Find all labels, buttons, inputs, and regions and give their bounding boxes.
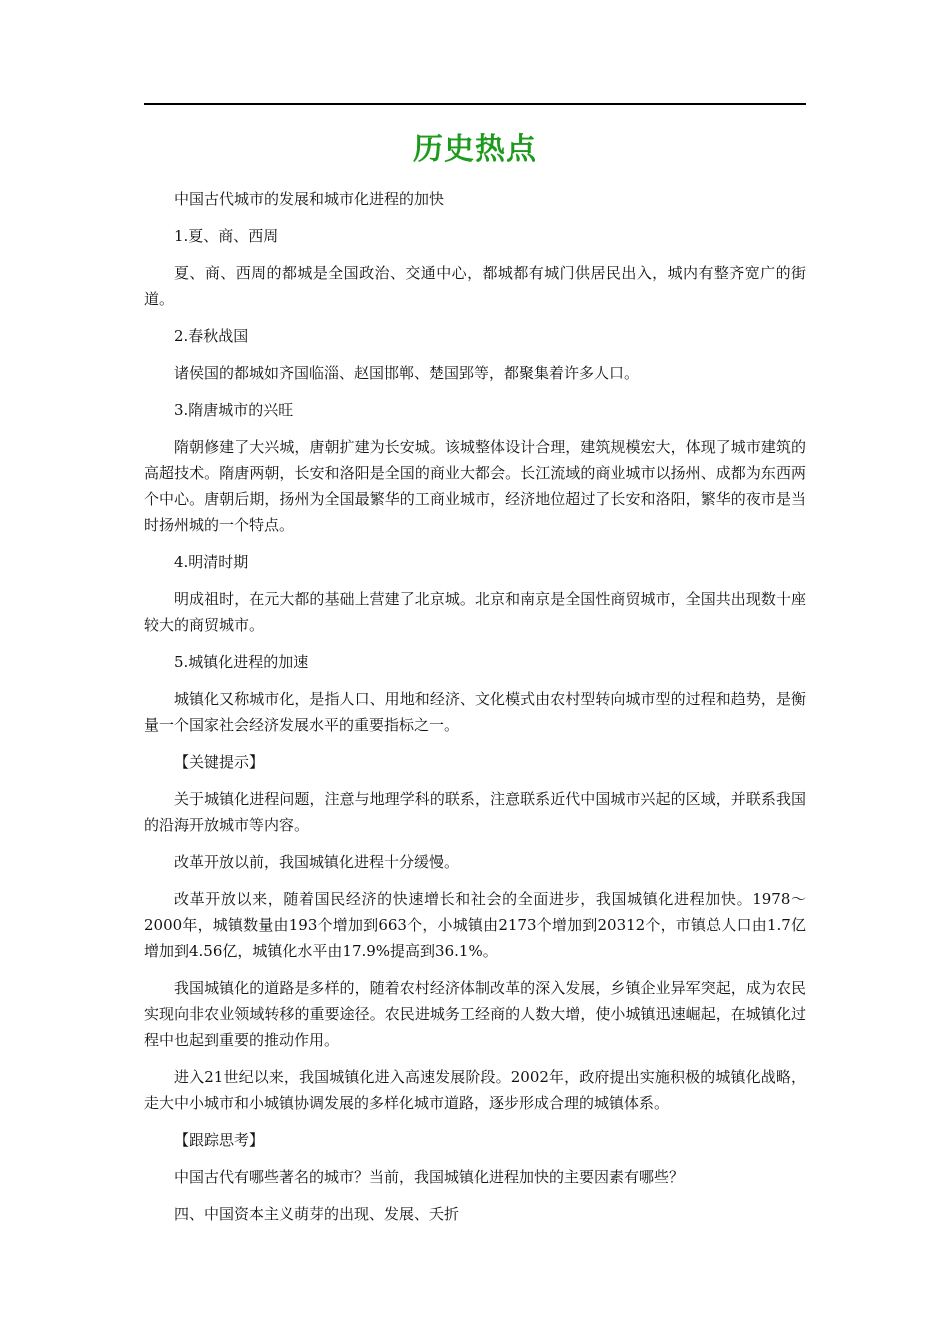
subheading: 5.城镇化进程的加速 (174, 653, 309, 671)
section-heading: 四、中国资本主义萌芽的出现、发展、夭折 (174, 1205, 460, 1223)
section-heading: 中国古代城市的发展和城市化进程的加快 (174, 190, 445, 208)
key-tip-heading: 【关键提示】 (174, 753, 265, 771)
document-body (144, 186, 806, 1238)
follow-up-heading: 【跟踪思考】 (174, 1131, 265, 1149)
paragraph: 诸侯国的都城如齐国临淄、赵国邯郸、楚国郢等，都聚集着许多人口。 (174, 364, 640, 382)
subheading: 4.明清时期 (174, 553, 249, 571)
paragraph: 隋朝修建了大兴城，唐朝扩建为长安城。该城整体设计合理，建筑规模宏大，体现了城市建筑的高超技术。隋唐两朝，长安和洛阳是全国的商业大都会。长江流域的商业城市以扬州、成都为东西两个中心。唐朝后期，扬州为全国最繁华的工商业城市，经济地位超过了长安和洛阳，繁华的夜市是当时扬州城的一个特点。 (144, 438, 806, 534)
paragraph: 改革开放以前，我国城镇化进程十分缓慢。 (174, 853, 460, 871)
paragraph: 明成祖时，在元大都的基础上营建了北京城。北京和南京是全国性商贸城市，全国共出现数十座较大的商贸城市。 (144, 590, 806, 634)
paragraph: 我国城镇化的道路是多样的，随着农村经济体制改革的深入发展，乡镇企业异军突起，成为农民实现向非农业领域转移的重要途径。农民进城务工经商的人数大增，使小城镇迅速崛起，在城镇化过程中也起到重要的推动作用。 (144, 979, 806, 1049)
paragraph: 进入21世纪以来，我国城镇化进入高速发展阶段。2002年，政府提出实施积极的城镇化战略，走大中小城市和小城镇协调发展的多样化城市道路，逐步形成合理的城镇体系。 (144, 1068, 806, 1112)
page-title: 历史热点 (413, 132, 537, 167)
header-rule (144, 103, 806, 105)
subheading: 2.春秋战国 (174, 327, 249, 345)
paragraph: 改革开放以来，随着国民经济的快速增长和社会的全面进步，我国城镇化进程加快。1978～2000年，城镇数量由193个增加到663个，小城镇由2173个增加到20312个，市镇总人口由1.7亿增加到4.56亿，城镇化水平由17.9%提高到36.1%。 (144, 890, 806, 960)
paragraph: 夏、商、西周的都城是全国政治、交通中心，都城都有城门供居民出入，城内有整齐宽广的街道。 (144, 264, 806, 308)
question: 中国古代有哪些著名的城市？当前，我国城镇化进程加快的主要因素有哪些？ (174, 1168, 685, 1186)
paragraph: 关于城镇化进程问题，注意与地理学科的联系，注意联系近代中国城市兴起的区域，并联系我国的沿海开放城市等内容。 (144, 790, 806, 834)
subheading: 1.夏、商、西周 (174, 227, 279, 245)
subheading: 3.隋唐城市的兴旺 (174, 401, 294, 419)
paragraph: 城镇化又称城市化，是指人口、用地和经济、文化模式由农村型转向城市型的过程和趋势，是衡量一个国家社会经济发展水平的重要指标之一。 (144, 690, 806, 734)
